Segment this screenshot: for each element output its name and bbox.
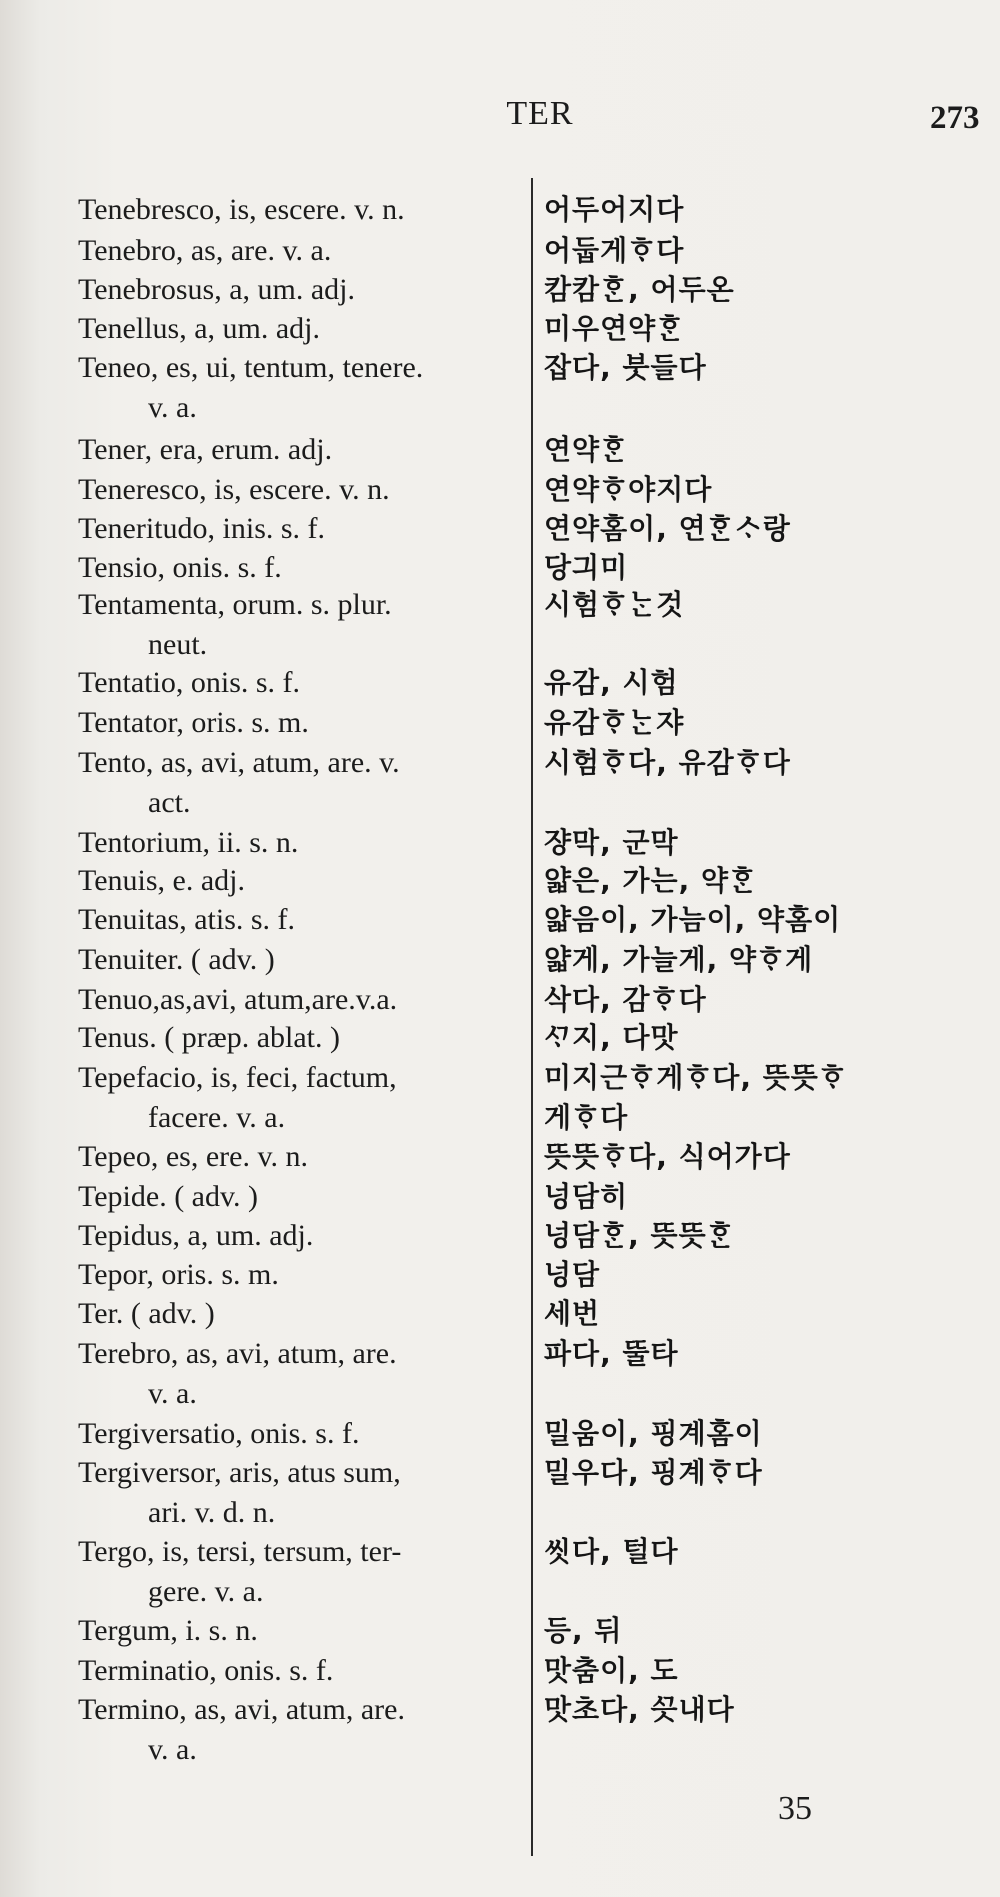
latin-continuation: gere. v. a.: [148, 1575, 264, 1608]
latin-headword: Tergiversor, aris, atus sum,: [78, 1456, 401, 1489]
dictionary-entry: [0, 823, 1000, 863]
dictionary-entry: [0, 190, 1000, 230]
dictionary-entry: [0, 430, 1000, 470]
dictionary-entry: [0, 1651, 1000, 1691]
dictionary-entry: [0, 1177, 1000, 1217]
latin-continuation: ari. v. d. n.: [148, 1496, 276, 1529]
latin-headword: Tenuis, e. adj.: [78, 864, 246, 897]
dictionary-entry: [0, 1018, 1000, 1058]
latin-continuation: v. a.: [148, 391, 197, 424]
korean-translation: 얇음이, 가늠이, 약홈이: [544, 903, 842, 936]
latin-headword: Tenuitas, atis. s. f.: [78, 903, 296, 936]
korean-translation: 등, 뒤: [544, 1614, 623, 1647]
latin-headword: Tergiversatio, onis. s. f.: [78, 1417, 360, 1450]
korean-translation: 어두어지다: [544, 193, 685, 226]
latin-headword: Teneritudo, inis. s. f.: [78, 512, 326, 545]
korean-translation: 어둡게ᄒᆞ다: [544, 234, 685, 267]
latin-headword: Ter. ( adv. ): [78, 1297, 215, 1330]
korean-translation: 미지근ᄒᆞ게ᄒᆞ다, 뜻뜻ᄒᆞ: [544, 1061, 847, 1094]
korean-translation: 시험ᄒᆞᄂᆞᆫ것: [544, 588, 685, 621]
dictionary-entry: [0, 1294, 1000, 1334]
latin-continuation: facere. v. a.: [148, 1101, 286, 1134]
latin-headword: Tergo, is, tersi, tersum, ter-: [78, 1535, 402, 1568]
latin-headword: Tenus. ( præp. ablat. ): [78, 1021, 341, 1054]
dictionary-entry: [0, 663, 1000, 703]
korean-translation: 뜻뜻ᄒᆞ다, 식어가다: [544, 1140, 791, 1173]
dictionary-entry: [0, 231, 1000, 271]
dictionary-entry: [0, 940, 1000, 980]
dictionary-entry: [0, 585, 1000, 661]
latin-headword: Tentamenta, orum. s. plur.: [78, 588, 392, 621]
latin-headword: Tento, as, avi, atum, are. v.: [78, 746, 400, 779]
latin-headword: Tepide. ( adv. ): [78, 1180, 259, 1213]
dictionary-entry: [0, 1334, 1000, 1410]
korean-translation: 잡다, 붓들다: [544, 351, 707, 384]
latin-headword: Teneo, es, ui, tentum, tenere.: [78, 351, 424, 384]
latin-headword: Tenebrosus, a, um. adj.: [78, 273, 356, 306]
dictionary-entry: [0, 1690, 1000, 1766]
dictionary-entry: [0, 1453, 1000, 1529]
latin-headword: Tepor, oris. s. m.: [78, 1258, 279, 1291]
dictionary-entry: [0, 1058, 1000, 1134]
dictionary-entry: [0, 1414, 1000, 1454]
latin-headword: Terebro, as, avi, atum, are.: [78, 1337, 397, 1370]
korean-translation: 맛초다, ᄭᅳᆺ내다: [544, 1693, 735, 1726]
latin-headword: Tepefacio, is, feci, factum,: [78, 1061, 397, 1094]
latin-headword: Teneresco, is, escere. v. n.: [78, 473, 390, 506]
korean-translation: 밀우다, 핑계ᄒᆞ다: [544, 1456, 763, 1489]
latin-headword: Tentorium, ii. s. n.: [78, 826, 299, 859]
latin-headword: Termino, as, avi, atum, are.: [78, 1693, 405, 1726]
latin-headword: Tenuo,as,avi, atum,are.v.a.: [78, 983, 398, 1016]
korean-translation: 연약ᄒᆞ야지다: [544, 473, 713, 506]
latin-continuation: v. a.: [148, 1733, 197, 1766]
dictionary-entry: [0, 1216, 1000, 1256]
korean-translation: 미우연약ᄒᆞᆫ: [544, 312, 685, 345]
dictionary-entry: [0, 861, 1000, 901]
latin-headword: Tensio, onis. s. f.: [78, 551, 282, 584]
latin-headword: Tenebresco, is, escere. v. n.: [78, 193, 405, 226]
dictionary-entry: [0, 1611, 1000, 1651]
korean-translation: 당긔미: [544, 551, 629, 584]
korean-translation: 쟝막, 군막: [544, 826, 679, 859]
signature-mark: 35: [778, 1790, 812, 1827]
korean-translation: 파다, 뚤타: [544, 1337, 679, 1370]
latin-headword: Tenuiter. ( adv. ): [78, 943, 275, 976]
korean-translation: 넝담ᄒᆞᆫ, 뜻뜻ᄒᆞᆫ: [544, 1219, 735, 1252]
korean-translation: 씻다, 털다: [544, 1535, 679, 1568]
korean-continuation: 게ᄒᆞ다: [544, 1101, 629, 1134]
korean-translation: 유감ᄒᆞᄂᆞᆫ쟈: [544, 706, 685, 739]
latin-headword: Tergum, i. s. n.: [78, 1614, 258, 1647]
latin-headword: Tenellus, a, um. adj.: [78, 312, 321, 345]
latin-headword: Tepeo, es, ere. v. n.: [78, 1140, 309, 1173]
korean-translation: 넝담: [544, 1258, 601, 1291]
page-header-title: TER: [506, 95, 574, 132]
korean-translation: 연약홈이, 연ᄒᆞᆫᄉᆞ랑: [544, 512, 791, 545]
korean-translation: 넝담히: [544, 1180, 629, 1213]
korean-translation: 세번: [544, 1297, 601, 1330]
dictionary-entry: [0, 1532, 1000, 1608]
korean-translation: ᄭᆞ지, 다맛: [544, 1021, 679, 1054]
dictionary-entry: [0, 1137, 1000, 1177]
korean-translation: 연약ᄒᆞᆫ: [544, 433, 629, 466]
dictionary-entry: [0, 548, 1000, 588]
korean-translation: 캄캄ᄒᆞᆫ, 어두온: [544, 273, 735, 306]
dictionary-entry: [0, 270, 1000, 310]
dictionary-entry: [0, 1255, 1000, 1295]
latin-continuation: v. a.: [148, 1377, 197, 1410]
latin-headword: Tepidus, a, um. adj.: [78, 1219, 314, 1252]
dictionary-entry: [0, 470, 1000, 510]
latin-headword: Tentatio, onis. s. f.: [78, 666, 301, 699]
korean-translation: 얇은, 가는, 약ᄒᆞᆫ: [544, 864, 758, 897]
korean-translation: 삭다, 감ᄒᆞ다: [544, 983, 707, 1016]
korean-translation: 얇게, 가늘게, 약ᄒᆞ게: [544, 943, 814, 976]
dictionary-entry: [0, 309, 1000, 349]
dictionary-entry: [0, 980, 1000, 1020]
latin-headword: Tenebro, as, are. v. a.: [78, 234, 332, 267]
dictionary-entry: [0, 703, 1000, 743]
dictionary-entry: [0, 900, 1000, 940]
latin-headword: Tentator, oris. s. m.: [78, 706, 309, 739]
korean-translation: 시험ᄒᆞ다, 유감ᄒᆞ다: [544, 746, 791, 779]
latin-headword: Terminatio, onis. s. f.: [78, 1654, 334, 1687]
dictionary-entry: [0, 509, 1000, 549]
dictionary-entry: [0, 743, 1000, 819]
korean-translation: 유감, 시험: [544, 666, 679, 699]
latin-headword: Tener, era, erum. adj.: [78, 433, 333, 466]
korean-translation: 밀움이, 핑계홈이: [544, 1417, 763, 1450]
korean-translation: 맛춤이, 도: [544, 1654, 679, 1687]
latin-continuation: neut.: [148, 628, 208, 661]
latin-continuation: act.: [148, 786, 191, 819]
page-number: 273: [930, 100, 980, 136]
dictionary-entry: [0, 348, 1000, 424]
